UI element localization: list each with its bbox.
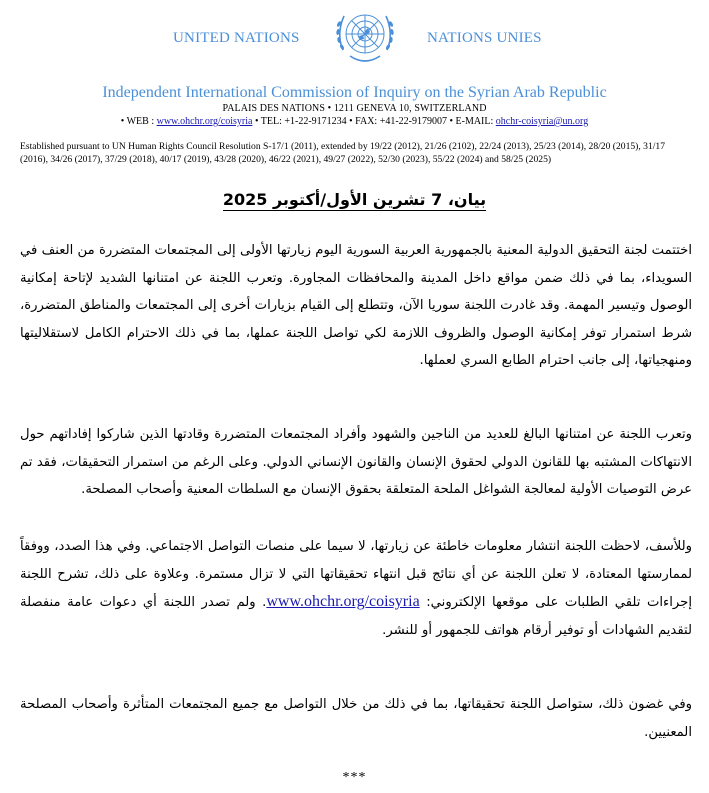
- paragraph-3-text-b: . ولم تصدر اللجنة أي دعوات عامة منفصلة لتقديم الشهادات أو توفير أرقام هواتف للجمهور أو للنشر.: [20, 595, 692, 638]
- united-nations-label: UNITED NATIONS: [173, 30, 300, 46]
- web-link[interactable]: www.ohchr.org/coisyria: [156, 116, 253, 127]
- web-label: • WEB :: [120, 116, 157, 127]
- coisyria-link[interactable]: www.ohchr.org/coisyria: [266, 593, 420, 611]
- contact-line: [0, 116, 709, 127]
- established-note: Established pursuant to UN Human Rights Council Resolution S-17/1 (2011), extended by 19/22 (2012), 21/26 (2102), 22/24 (2013), 25/23 (2014), 28/20 (2015), 31/17 (2016), 34/26 (2017), 37/29 (2018), 40/17 (2019), 43/28 (2020), 46/22 (2021), 49/27 (2022), 52/30 (2023), 55/22 (2024) and 58/25 (2025): [20, 141, 666, 165]
- email-link[interactable]: ohchr-coisyria@un.org: [495, 116, 589, 127]
- statement-title-text: بيان، 7 تشرين الأول/أكتوبر 2025: [222, 190, 487, 209]
- paragraph-3: [20, 533, 692, 644]
- statement-title: [0, 190, 709, 209]
- paragraph-3-text-a: وللأسف، لاحظت اللجنة انتشار معلومات خاطئة عن زيارتها، لا سيما على منصات التواصل الاجتماعي. وفي هذا الصدد، ووفقاً لممارستها المعتادة، لا تعلن اللجنة عن أي نتائج قبل انتهاء تحقيقاتها التي لا تزال مستمرة. وعلاوة على ذلك، تشرح اللجنة إجراءات تلقي الطلبات على موقعها الإلكتروني:: [20, 539, 692, 611]
- paragraph-4: وفي غضون ذلك، ستواصل اللجنة تحقيقاتها، بما في ذلك من خلال التواصل مع جميع المجتمعات المتأثرة وأصحاب المصلحة المعنيين.: [20, 697, 692, 740]
- commission-title: Independent International Commission of Inquiry on the Syrian Arab Republic: [102, 84, 607, 101]
- paragraph-1: اختتمت لجنة التحقيق الدولية المعنية بالجمهورية العربية السورية اليوم زيارتها الأولى إلى المجتمعات المتضررة من العنف في السويداء، بما في ذلك ضمن مواقع داخل المدينة والمحافظات المجاورة. وتعرب اللجنة عن امتنانها الشديد لإتاحة إمكانية الوصول وتيسير المهمة. وقد غادرت اللجنة سوريا الآن، وتتطلع إلى القيام بزيارات أخرى إلى المجتمعات والمناطق المتضررة، شرط استمرار توفر إمكانية الوصول والظروف اللازمة لكي تواصل اللجنة عملها، بما في ذلك الاحترام الكامل لاستقلاليتها ومنهجياتها، إلى جانب احترام الطابع السري لعملها.: [20, 243, 692, 369]
- tel-fax-text: • TEL: +1-22-9171234 • FAX: +41-22-9179007 • E-MAIL:: [252, 116, 496, 127]
- un-emblem-icon: [330, 4, 400, 70]
- paragraph-2: وتعرب اللجنة عن امتنانها البالغ للعديد من الناجين والشهود وأفراد المجتمعات المتضررة وقادتها الذين شاركوا إفاداتهم حول الانتهاكات المشتبه بها للقانون الدولي لحقوق الإنسان والقانون الإنساني الدولي. وعلى الرغم من استمرار التحقيقات، فقد تم عرض التوصيات الأولية لمعالجة الشواغل الملحة المتعلقة بحقوق الإنسان مع السلطات المعنية وأصحاب المصلحة.: [20, 427, 692, 498]
- address-line: PALAIS DES NATIONS • 1211 GENEVA 10, SWITZERLAND: [222, 103, 487, 114]
- nations-unies-label: NATIONS UNIES: [427, 30, 542, 46]
- closing-stars: ***: [342, 770, 367, 785]
